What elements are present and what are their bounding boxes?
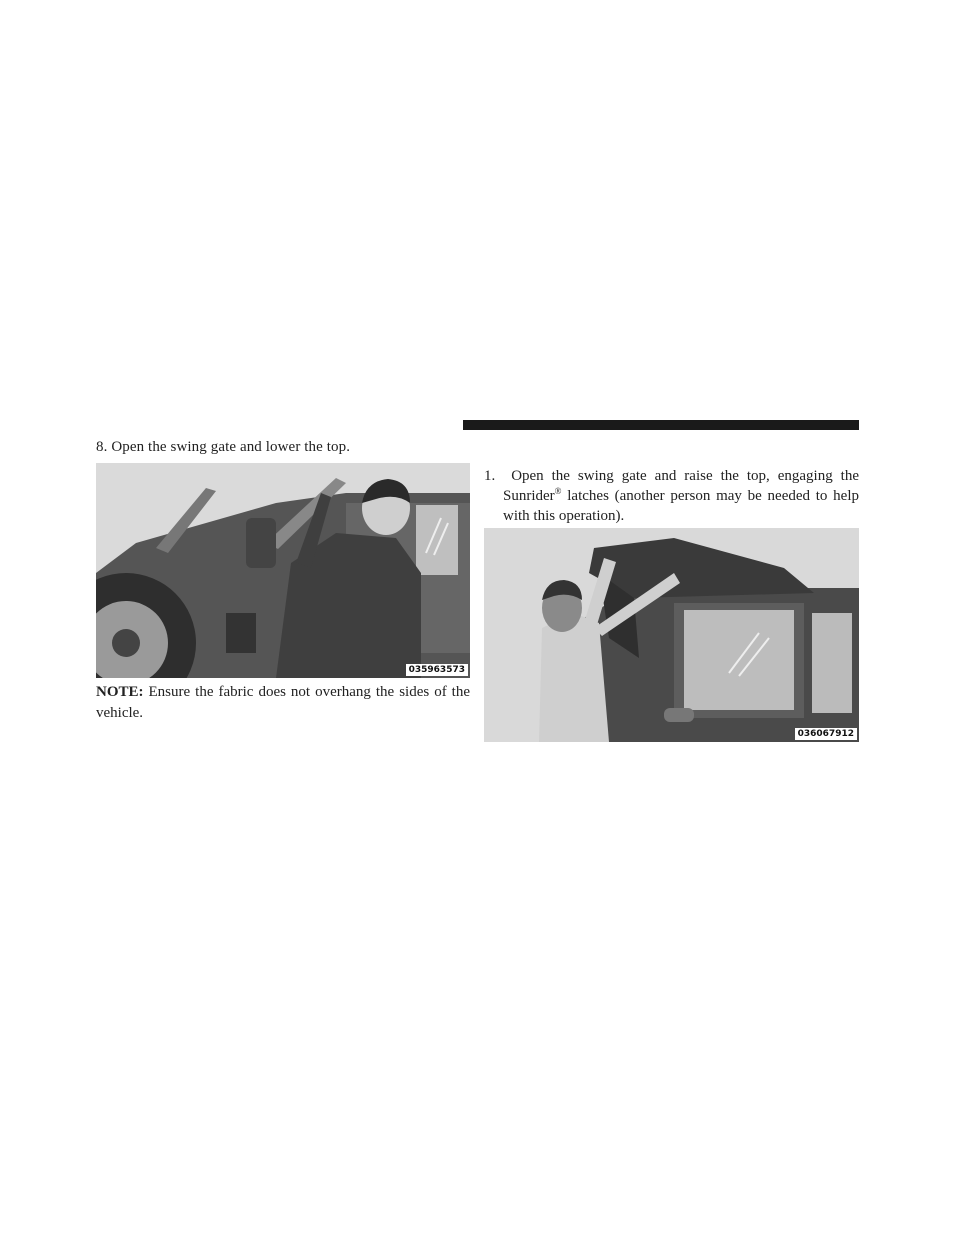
figure-id-label: 035963573 [406,664,468,676]
step-1-instruction [484,466,859,526]
lower-top-illustration [96,463,470,678]
figure-id-label: 036067912 [795,728,857,740]
step-8-instruction [96,437,476,457]
section-header-bar [463,420,859,430]
raise-top-illustration [484,528,859,742]
trademark-symbol: ® [554,486,562,496]
step-text: Open the swing gate and lower the top. [111,439,351,455]
step-number: 8. [96,439,108,455]
note-label: NOTE: [96,684,144,700]
step-number: 1. [484,468,496,484]
step-text-after: latches (another person may be needed to help with this operation). [503,488,859,524]
lower-top-drawing [96,463,470,678]
note-paragraph [96,682,470,724]
note-text: Ensure the fabric does not overhang the sides of the vehicle. [96,684,471,721]
raise-top-drawing [484,528,859,742]
step-text-before: Open the swing gate and raise the top, engaging the Sunrider [503,468,860,504]
